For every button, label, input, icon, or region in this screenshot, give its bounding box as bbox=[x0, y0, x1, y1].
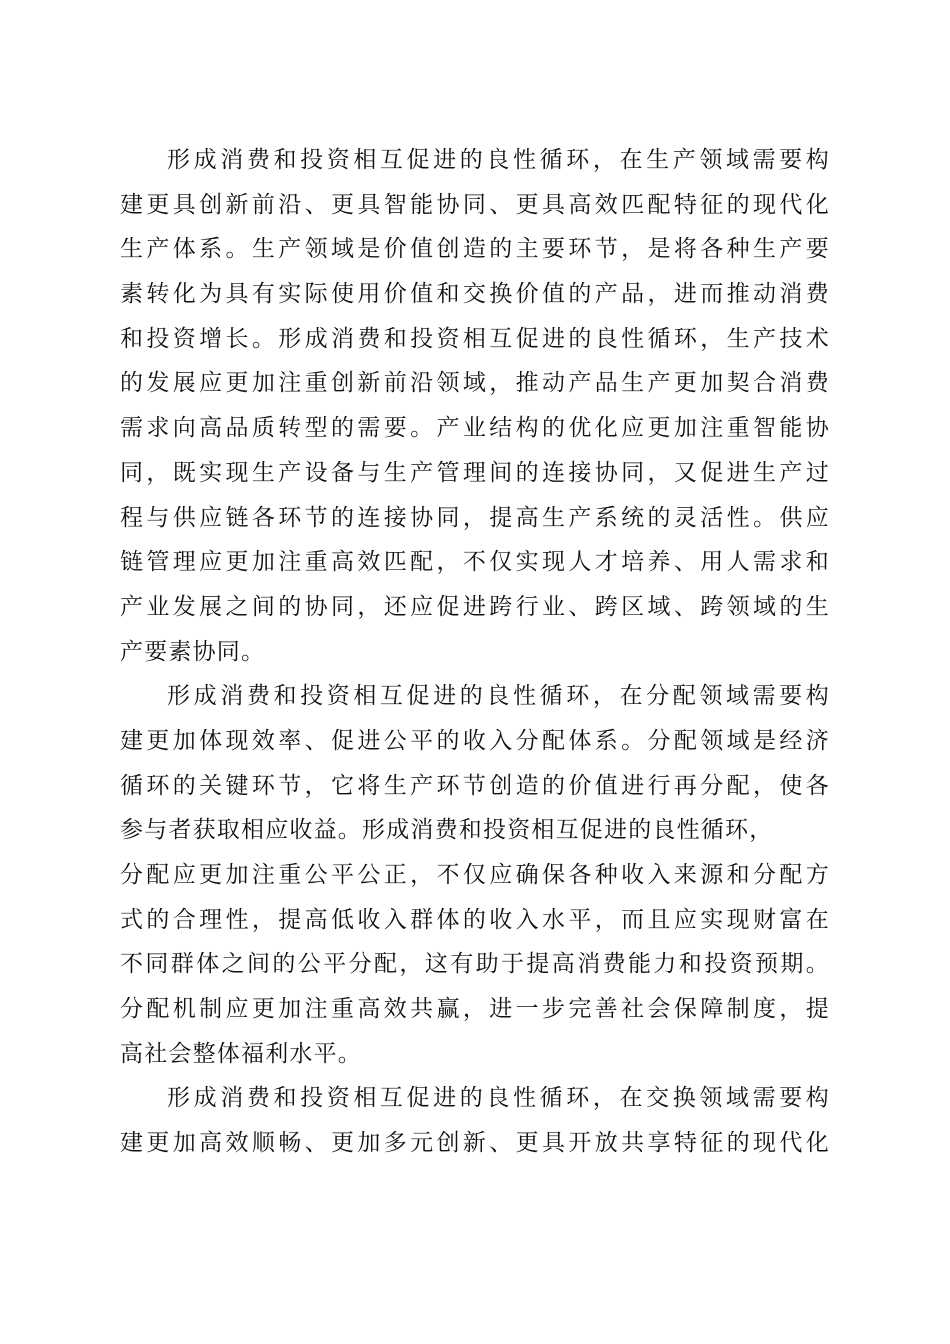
paragraph-line: 不同群体之间的公平分配，这有助于提高消费能力和投资预期。 bbox=[120, 951, 830, 978]
paragraph-line: 形成消费和投资相互促进的良性循环，在分配领域需要构 bbox=[167, 683, 830, 710]
paragraph-line: 高社会整体福利水平。 bbox=[120, 1040, 362, 1067]
paragraph-line: 循环的关键环节，它将生产环节创造的价值进行再分配，使各 bbox=[120, 772, 830, 799]
paragraph-line: 式的合理性，提高低收入群体的收入水平，而且应实现财富在 bbox=[120, 906, 830, 933]
paragraph-line: 链管理应更加注重高效匹配，不仅实现人才培养、用人需求和 bbox=[120, 549, 830, 576]
paragraph-line: 生产体系。生产领域是价值创造的主要环节，是将各种生产要 bbox=[120, 236, 830, 263]
paragraph-line: 形成消费和投资相互促进的良性循环，在交换领域需要构 bbox=[167, 1085, 830, 1112]
paragraph-line: 建更加高效顺畅、更加多元创新、更具开放共享特征的现代化 bbox=[120, 1130, 830, 1157]
paragraph-line: 的发展应更加注重创新前沿领域，推动产品生产更加契合消费 bbox=[120, 370, 830, 397]
paragraph-line: 形成消费和投资相互促进的良性循环，在生产领域需要构 bbox=[167, 147, 830, 173]
paragraph-distribution bbox=[120, 674, 830, 1076]
paragraph-line: 和投资增长。形成消费和投资相互促进的良性循环，生产技术 bbox=[120, 325, 830, 352]
paragraph-line: 同，既实现生产设备与生产管理间的连接协同，又促进生产过 bbox=[120, 459, 830, 486]
paragraph-line: 需求向高品质转型的需要。产业结构的优化应更加注重智能协 bbox=[120, 415, 830, 442]
paragraph-line: 素转化为具有实际使用价值和交换价值的产品，进而推动消费 bbox=[120, 281, 830, 308]
paragraph-line: 程与供应链各环节的连接协同，提高生产系统的灵活性。供应 bbox=[120, 504, 830, 531]
paragraph-line: 建更具创新前沿、更具智能协同、更具高效匹配特征的现代化 bbox=[120, 191, 830, 218]
paragraph-line: 产业发展之间的协同，还应促进跨行业、跨区域、跨领域的生 bbox=[120, 593, 830, 620]
document-body bbox=[120, 138, 830, 1166]
paragraph-line: 建更加体现效率、促进公平的收入分配体系。分配领域是经济 bbox=[120, 727, 830, 754]
paragraph-line: 产要素协同。 bbox=[120, 638, 266, 665]
paragraph-exchange bbox=[120, 1076, 830, 1165]
paragraph-production bbox=[120, 138, 830, 674]
paragraph-line: 参与者获取相应收益。形成消费和投资相互促进的良性循环， bbox=[120, 817, 774, 844]
paragraph-line: 分配应更加注重公平公正，不仅应确保各种收入来源和分配方 bbox=[120, 862, 830, 888]
paragraph-line: 分配机制应更加注重高效共赢，进一步完善社会保障制度，提 bbox=[120, 996, 830, 1023]
